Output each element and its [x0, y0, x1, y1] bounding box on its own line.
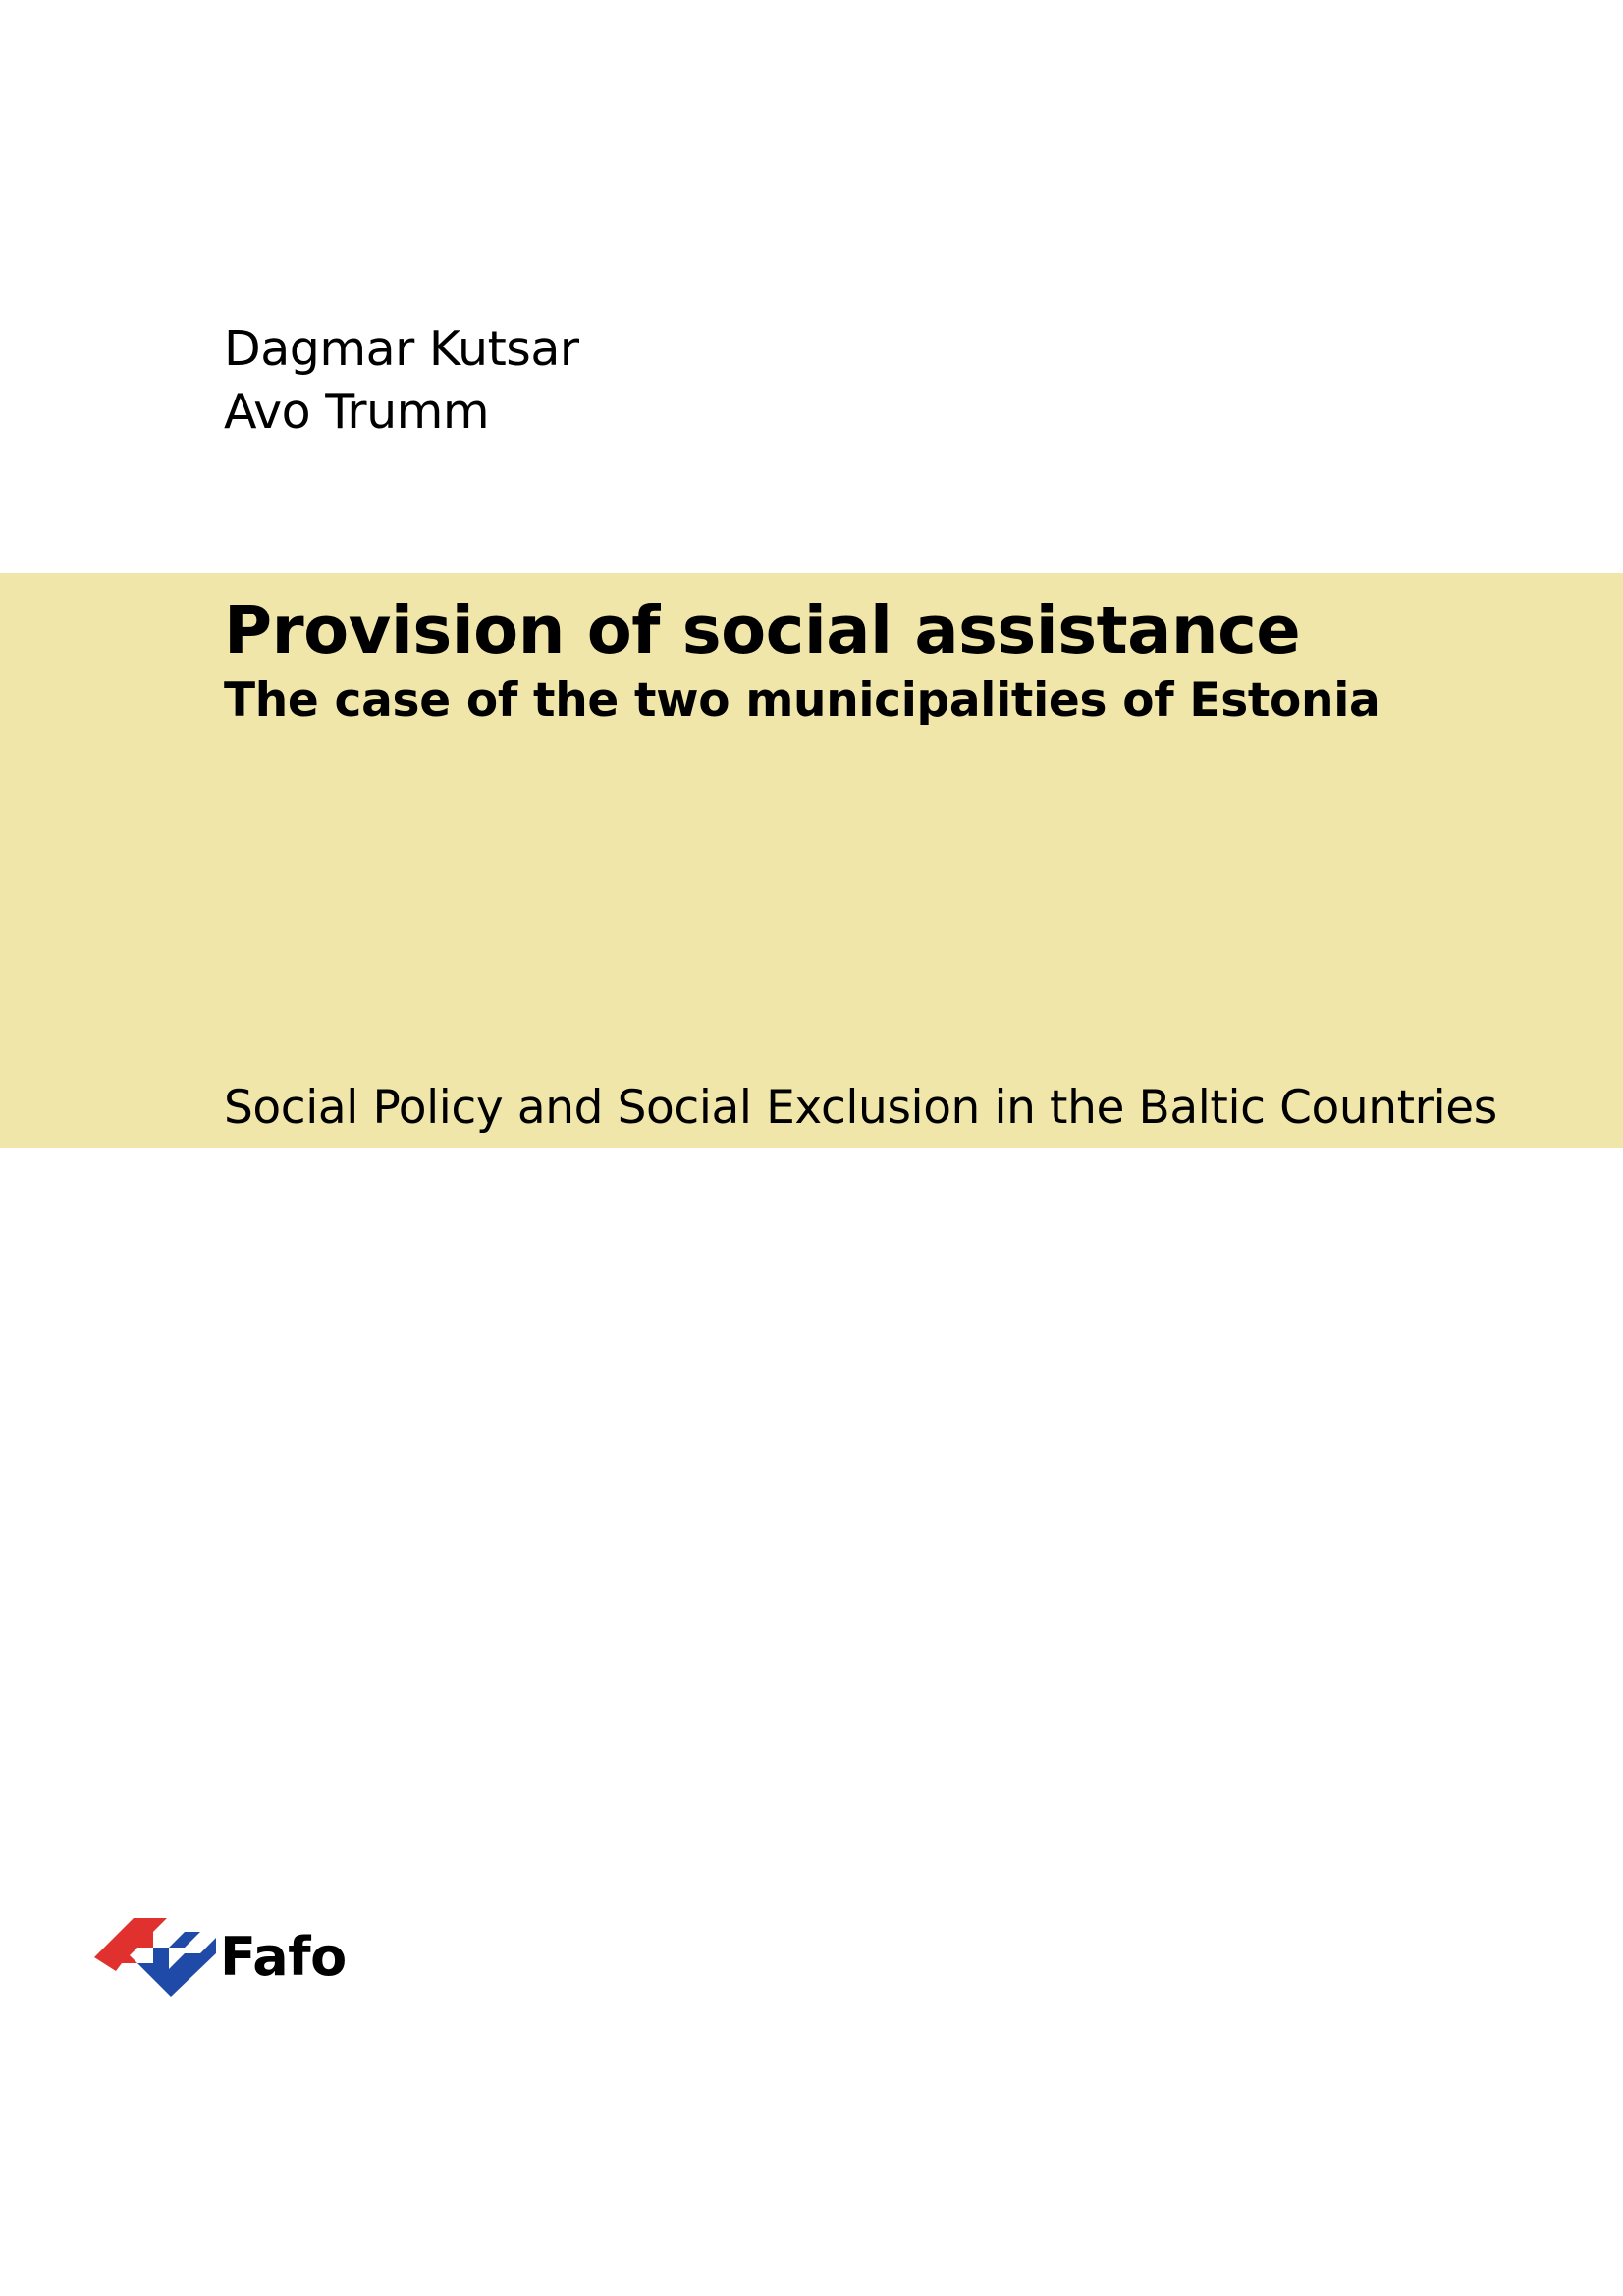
author-name: Dagmar Kutsar	[224, 321, 579, 377]
author-list	[224, 318, 579, 444]
author-name: Avo Trumm	[224, 384, 490, 440]
report-title: Provision of social assistance	[224, 592, 1301, 668]
title-band	[0, 573, 1623, 1148]
report-subtitle: The case of the two municipalities of Estonia	[224, 673, 1380, 727]
fafo-logo-icon	[94, 1918, 216, 1997]
publisher-logo	[94, 1918, 369, 1997]
series-name: Social Policy and Social Exclusion in the Baltic Countries	[224, 1081, 1497, 1135]
publisher-name: Fafo	[220, 1926, 347, 1988]
